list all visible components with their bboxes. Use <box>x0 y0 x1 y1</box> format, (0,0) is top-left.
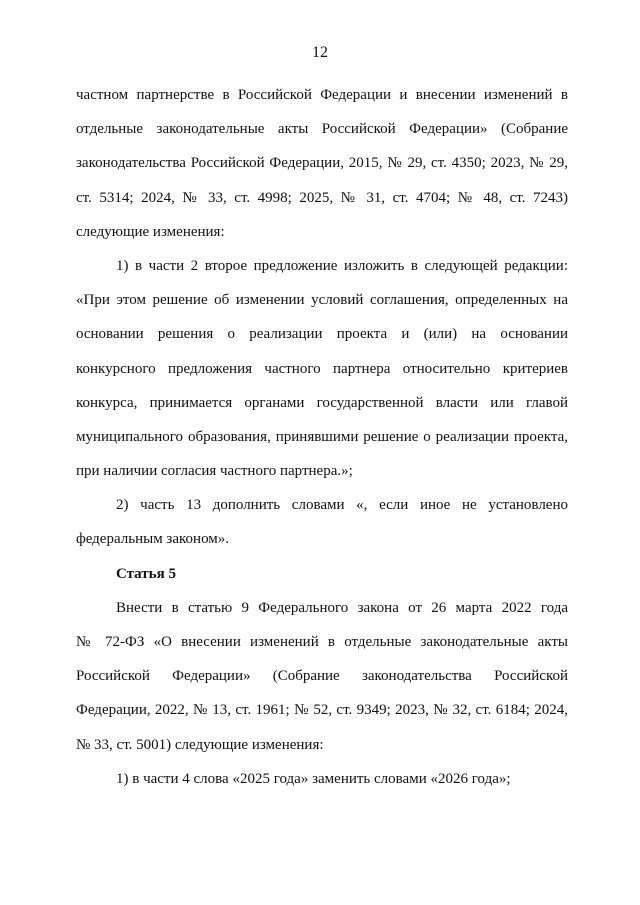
text-line: «При этом решение об изменении условий соглашения, определенных на <box>76 292 568 309</box>
intro-paragraph <box>76 78 568 249</box>
amendment-item-1 <box>76 249 568 488</box>
text-line: Российской Федерации» (Собрание законодательства Российской <box>76 668 568 685</box>
text-line: 2) часть 13 дополнить словами «, если иное не установлено <box>116 497 568 514</box>
text-line: 1) в части 4 слова «2025 года» заменить словами «2026 года»; <box>116 770 511 787</box>
text-line: частном партнерстве в Российской Федерации и внесении изменений в <box>76 87 568 103</box>
text-line: 1) в части 2 второе предложение изложить в следующей редакции: <box>116 257 568 274</box>
text-line: конкурса, принимается органами государственной власти или главой <box>76 394 568 411</box>
text-line: законодательства Российской Федерации, 2015, № 29, ст. 4350; 2023, № 29, <box>76 155 568 172</box>
text-line: федеральным законом». <box>76 531 230 548</box>
text-line: Внести в статью 9 Федерального закона от 26 марта 2022 года <box>116 599 568 616</box>
text-line: следующие изменения: <box>76 223 225 240</box>
text-line: № 33, ст. 5001) следующие изменения: <box>76 736 324 753</box>
page-number: 12 <box>312 44 328 61</box>
amendment-item-2 <box>76 488 568 556</box>
text-line: Федерации, 2022, № 13, ст. 1961; № 52, ст. 9349; 2023, № 32, ст. 6184; 2024, <box>76 702 568 719</box>
article-5-item-1 <box>76 762 568 796</box>
text-line: конкурсного предложения частного партнера относительно критериев <box>76 360 568 377</box>
article-heading: Статья 5 <box>116 565 176 582</box>
text-line: № 72-ФЗ «О внесении изменений в отдельные законодательные акты <box>76 634 568 650</box>
article-5-paragraph <box>76 591 568 762</box>
text-line: при наличии согласия частного партнера.»; <box>76 463 353 480</box>
text-line: отдельные законодательные акты Российской Федерации» (Собрание <box>76 121 568 138</box>
text-line: основании решения о реализации проекта и (или) на основании <box>76 326 568 343</box>
text-line: муниципального образования, принявшими решение о реализации проекта, <box>76 428 568 445</box>
text-line: ст. 5314; 2024, № 33, ст. 4998; 2025, № 31, ст. 4704; № 48, ст. 7243) <box>76 189 568 206</box>
document-body <box>76 78 568 796</box>
